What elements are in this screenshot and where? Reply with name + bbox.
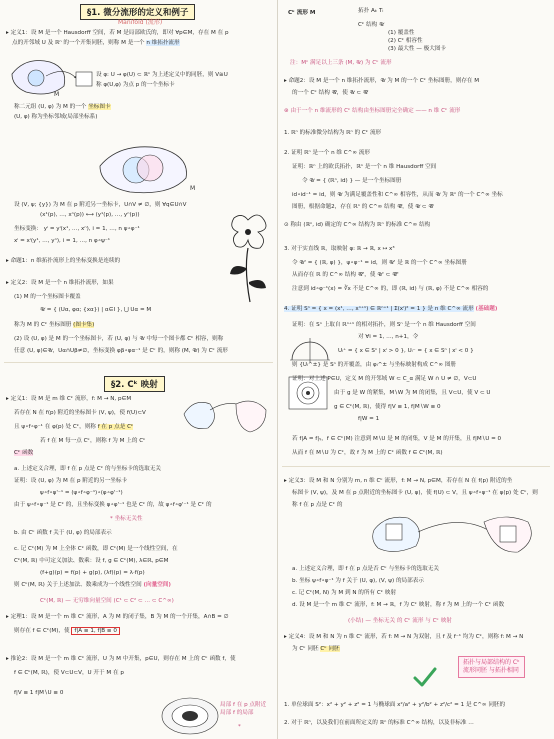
example4-i: 若 f|A = f|ᵧ，f ∈ Cᵏ(M) 注意到 M∖U 是 M 的闭集，V 是 M 的开集，且 f|M∖U = 0 [292, 436, 502, 442]
example4-j: 从而 f 在 M∖U 为 Cᵏ，故 f 为 M 上的 Cᵏ 函数 f ∈ Cᵏ(M, ℝ) [292, 450, 443, 456]
coord-line2: 称 φ(U,φ) 为点 p 的一个坐标卡 [96, 82, 175, 88]
example1: 1. ℝⁿ 的标准微分结构为 ℝⁿ 的 Cᵏ 流形 [284, 130, 382, 136]
note-c4: 则 Cᵏ(M, ℝ) 关于上述加法、数乘成为一个线性空间 (向量空间) [14, 582, 171, 588]
def3-line1: ▸ 定义3：设 M 和 N 分别为 m, n 维 Cᵏ 流形，f: M → N, p∈M，若存在 N 在 f(p) 附近的坐 [284, 478, 513, 484]
rnote-c: c. 记 Cᵏ(M, N) 为 M 到 N 的所有 Cᵏ 映射 [292, 590, 397, 596]
hemisphere-sketch [288, 334, 332, 364]
svg-text:M: M [54, 91, 60, 98]
def2-item1b: 称为 M 的 Cᵏ 坐标图册 (图卡集) [14, 322, 95, 328]
def4-tag: Cᵏ 同胚 [320, 646, 340, 652]
summary-header-f: (3) 最大性 — 极大图卡 [388, 46, 447, 52]
rnote-d: d. 设 M 是一个 m 维 Cᵏ 流形，f: M → ℝ，f 为 Cᵏ 映射，称 f 为 M 上的一个 Cᵏ 函数 [292, 602, 505, 608]
c-def1-line2: 若存在 N 在 f(p) 附近的坐标图卡 (V, ψ)，使 f(U)⊂V [14, 410, 146, 416]
example2-d: 图册，根据命题2，存在 ℝⁿ 的 C^∞ 结构 𝒰̃，使 𝒰 ⊂ 𝒰̃ [292, 204, 434, 210]
rnote-e: (小结) — 坐标无关 的 Cᵏ 流形 与 Cᵏ 映射 [348, 618, 452, 624]
rnote-b: b. 坐标 ψ∘f∘φ⁻¹ 为 f 关于 (U, φ), (V, ψ) 的局部表示 [292, 578, 424, 584]
check-icon [412, 666, 438, 688]
summary-header-d: (1) 覆盖性 [388, 30, 415, 36]
corollary2-line2: f ∈ Cᵏ(M, ℝ)，使 V⊂U⊂V，U 开于 M 在 p [14, 670, 124, 676]
def4-line2: 为 Cᵏ 同胚 Cᵏ 同胚 [292, 646, 340, 652]
pink-note-b: 流形同胚 与拓扑相同 [463, 667, 519, 674]
c-def1-line1: ▸ 定义1：设 M 是 m 维 Cᵏ 流形，f: M → N, p∈M [6, 396, 132, 402]
def3-line2: 标图卡 (V, ψ)，及 M 在 p 点附近的坐标图卡 (U, φ)，使 f(U) ⊂ V，且 ψ∘f∘φ⁻¹ 在 φ(p) 处 Cᵏ，则 [292, 490, 538, 496]
def1-line1: ▸ 定义1：设 M 是一个 Hausdorff 空间，若 M 是局部欧氏的，即对 ∀p∈M，存在 M 在 p [6, 30, 229, 36]
nested-sets-sketch [160, 696, 220, 736]
c-def1-tag: f 在 p 点是 Cᵏ [97, 424, 134, 430]
chart-diagram-sketch [6, 52, 96, 102]
coord-tag: 坐标图卡 [88, 104, 111, 110]
theorem1-line1: ▸ 定理1：设 M 是一个 m 维 Cᵏ 流形，A 为 M 的闭子集，B 为 M 的一个开集，A∩B = ∅ [6, 614, 229, 620]
right-column [278, 0, 554, 739]
corollary2-note: 局部 f 在 p 点附近 局部 f 的局部 [220, 702, 267, 716]
svg-text:M: M [190, 185, 196, 192]
c-def1-line4: 若 f 在 M 每一点 Cᵏ，则称 f 为 M 上的 Cᵏ [40, 438, 146, 444]
def2-line: ▸ 定义2：设 M 是一个 n 维拓扑流形，如果 [6, 280, 114, 286]
example3-a: 令 𝒰' = { (ℝ, φ) }，ψ∘φ⁻¹ = id，则 𝒰' 是 ℝ 的一个 C^∞ 坐标图册 [292, 260, 467, 266]
corollary2-line3: f|V ≡ 1 f|M∖U ≡ 0 [14, 690, 64, 696]
flower-drawing [224, 210, 272, 306]
prop2-note: ⊛ 由于一个 n 维流形的 Cᵏ 结构由坐标图册完全确定 —— n 维 Cᵏ 流形 [284, 108, 461, 114]
def1-line2: 点的开邻域 U 及 ℝⁿ 的一个开集同胚，则称 M 是一个 n 维拓扑流形 [12, 40, 180, 46]
example4-e: 证明：对上述 P∈U，定义 M 的开邻域 W ⊂ C_α 满足 W ∩ U ≠ ∅，V⊂U [292, 376, 477, 382]
trans-line3: 坐标变换： yⁱ = yⁱ(x¹, …, xⁿ), i = 1, …, n ψ∘φ⁻¹ [14, 226, 140, 232]
mapping-sketch [180, 394, 270, 438]
coord-line3: 称二元组 (U, φ) 为 M 的一个 坐标图卡 [14, 104, 111, 110]
example4-tag: (基础题) [475, 306, 498, 312]
note-a-formula: ψ∘f∘φ'⁻¹ = (ψ∘f∘φ⁻¹)∘(φ∘φ'⁻¹) [40, 490, 123, 496]
note-c4-tag: (向量空间) [143, 582, 171, 588]
def2-tag: (图卡集) [73, 322, 95, 328]
c-def1-line5: Cᵏ 函数 [14, 450, 34, 456]
note-a-proof: 证明：设 (U, φ) 为 M 在 p 附近的另一坐标卡 [14, 478, 128, 484]
note-b: b. 由 Cᵏ 函数 f 关于 (U, φ) 的局部表示 [14, 530, 112, 536]
corollary2-line1: ▸ 推论2：设 M 是一个 m 维 Cᵏ 流形，U 为 M 中开集，p∈U，则存在 M 上的 Cᵏ 函数 f，使 [6, 656, 236, 662]
def2-item2: (2) 设 (U, φ) 是 M 的一个坐标图卡，若 (U, φ) 与 𝒰 中每一个图卡都 Cᵏ 相容，则称 [14, 336, 224, 342]
summary-header-note: 注：Mⁿ 满足以上三条 (M, 𝒰) 为 Cᵏ 流形 [290, 60, 392, 66]
note-c5: Cᵏ(M, ℝ) — 无穷维向量空间 (C¹ ⊂ C² ⊂ … ⊂ C^∞) [40, 598, 174, 604]
example2-b: 令 𝒰 = { (ℝⁿ, id) } — 是一个坐标图册 [302, 178, 402, 184]
section1-title: §1. 微分流形的定义和例子 [80, 4, 195, 20]
example2-c: id∘id⁻¹ = id，则 𝒰 为满足覆盖性和 C^∞ 相容性，从而 𝒰 为 ℝⁿ 的一个 C^∞ 坐标 [292, 192, 503, 198]
note-c2: Cᵏ(M, ℝ) 中可定义加法、数乘：设 f, g ∈ Cᵏ(M), λ∈ℝ, p∈M [14, 558, 169, 564]
theorem1-box: f|A ≡ 1, f|B ≡ 0 [71, 627, 120, 635]
example4-f: 由于 g 是 W 的紧集，M∖W 为 M 的闭集，且 V⊂U，使 V ⊂ U [334, 390, 491, 396]
example4-a: 证明：在 Sⁿ 上取自 ℝⁿ⁺¹ 的相对拓扑，则 Sⁿ 是一个 n 维 Hausdorff 空间 [292, 322, 476, 328]
prop2-line2: 的一个 Cᵏ 结构 𝒰̃，使 𝒰 ⊂ 𝒰̃ [292, 90, 368, 96]
example3: 3. 对于实直线 ℝ，取映射 φ: ℝ → ℝ, x ↦ x³ [284, 246, 395, 252]
summary-header-e: (2) Cᵏ 相容性 [388, 38, 423, 44]
def2-item2b: 任意 (U, φ)∈𝒰，Uα∩Uβ≠∅，坐标变换 φβ∘φα⁻¹ 是 Cᵏ 的，则称 (M, 𝒰) 为 Cᵏ 流形 [14, 348, 228, 354]
def1-tag: n 维拓扑流形 [146, 40, 180, 46]
rnote-a: a. 上述定义合理，即 f 在 p 点是否 Cᵏ 与坐标卡的选取无关 [292, 566, 439, 572]
summary-header-b: 拓扑 Aₖ Tᵢ [358, 8, 384, 14]
summary-header-a: Cᵏ 流形 M [288, 10, 316, 16]
example2-e: ⊙ 称由 (ℝⁿ, id) 确定的 C^∞ 结构为 ℝⁿ 的标准 C^∞ 结构 [284, 222, 431, 228]
note-a-conclusion: 由于 ψ∘f∘φ⁻¹ 是 Cᵏ 的，且坐标变换 φ∘φ'⁻¹ 也是 Cᵏ 的，故 ψ∘f∘φ'⁻¹ 是 Cᵏ 的 [14, 502, 212, 508]
transition-sketch [90, 138, 210, 200]
coord-line4: (U, φ) 称为坐标邻域(局部坐标系) [14, 114, 98, 120]
example4-d: 则 {Uᵢ^±} 是 Sⁿ 的开覆盖，由 φᵢ^± 与坐标映射构成 C^∞ 图册 [292, 362, 457, 368]
coord-line1: 设 φ: U → φ(U) ⊂ ℝⁿ 为上述定义中的同胚，则 V≅U [96, 72, 228, 78]
example2: 2. 证明 ℝⁿ 是一个 n 维 C^∞ 流形 [284, 150, 370, 156]
trans-line4: xⁱ = xⁱ(y¹, …, yⁿ), i = 1, …, n φ∘ψ⁻¹ [14, 238, 111, 244]
manifold-map-sketch [368, 510, 548, 560]
pink-note-box [458, 656, 525, 678]
example4-b: 对 ∀i = 1, …, n+1，令 [358, 334, 419, 340]
def2-item1: (1) M 的一个坐标图卡覆盖 [14, 294, 81, 300]
example2-a: 证明：ℝⁿ 上的欧氏拓扑，ℝⁿ 是一个 n 维 Hausdorff 空间 [292, 164, 437, 170]
question1: 1. 单位球面 S²：x² + y² + z² = 1 与椭球面 x²/a² + y²/b² + z²/c² = 1 是 C^∞ 同胚的 [284, 702, 506, 708]
trans-line2: (x¹(p), …, xⁿ(p)) ⟷ (y¹(p), …, yⁿ(p)) [40, 212, 140, 218]
c-def1-line3: 且 ψ∘f∘φ⁻¹ 在 φ(p) 处 Cᵏ，则称 f 在 p 点是 Cᵏ [14, 424, 134, 430]
theorem1-line2: 则存在 f ∈ Cᵏ(M)，使 f|A ≡ 1, f|B ≡ 0 [14, 628, 120, 635]
note-c3: (f+g)(p) = f(p) + g(p), (λf)(p) = λ·f(p) [40, 570, 145, 576]
def3-line3: 称 f 在 p 点是 Cᵏ 的 [292, 502, 343, 508]
note-a-tag: * 坐标无关性 [110, 516, 143, 522]
trans-line1: 设 (V, ψ; {y}) 为 M 在 p 附近另一坐标卡，U∩V ≠ ∅，则 ∀q∈U∩V [14, 202, 187, 208]
section-divider [4, 362, 273, 363]
example4: 4. 证明 Sⁿ = { x = (x¹, …, xⁿ⁺¹) ∈ ℝⁿ⁺¹ | Σ(xⁱ)² = 1 } 是 n 维 C^∞ 流形 (基础题) [284, 306, 498, 312]
example3-b: 从而存在 ℝ 的 C^∞ 结构 𝒰̃'，使 𝒰' ⊂ 𝒰̃' [292, 272, 399, 278]
summary-header-c: Cᵏ 结构 𝒰 [358, 22, 385, 28]
example3-c: 注意到 id∘φ⁻¹(x) = ∛x 不是 C^∞ 的，即 (ℝ, id) 与 (ℝ, φ) 不是 C^∞ 相容的 [292, 286, 489, 292]
note-c: c. 记 Cᵏ(M) 为 M 上全体 Cᵏ 函数，即 Cᵏ(M) 是一个线性空间，在 [14, 546, 178, 552]
corollary2-star: * [238, 724, 241, 730]
section1-subtitle: Manifold (流形) [118, 19, 163, 26]
question2: 2. 对于 ℝⁿ，以及我们在前面所定义的 ℝⁿ 的标准 C^∞ 结构，以及非标准 … [284, 720, 474, 726]
section2-title: §2. Cᵏ 映射 [104, 376, 165, 392]
note-a: a. 上述定义合理，即 f 在 p 点是 Cᵏ 的与坐标卡的选取无关 [14, 466, 161, 472]
def2-formula: 𝒰 = { (Uα, φα; {xα}) | α∈I }, ⋃ Uα = M [40, 307, 152, 313]
example4-c: Uᵢ⁺ = { x ∈ Sⁿ | xⁱ > 0 }, Uᵢ⁻ = { x ∈ Sⁿ | xⁱ < 0 } [338, 348, 474, 354]
example4-g: g ∈ Cᵏ(M, ℝ)，使得 f|V ≡ 1, f|M∖W ≡ 0 [334, 404, 441, 410]
example4-h: f|W = 1 [358, 416, 380, 422]
right-divider [282, 466, 550, 467]
def4-line1: ▸ 定义4：设 M 和 N 为 n 维 Cᵏ 流形，若 f: M → N 为双射，且 f 及 f⁻¹ 均为 Cᵏ，则称 f: M → N [284, 634, 524, 640]
prop1-line: ▸ 命题1：n 维拓扑流形上的坐标变换是连续的 [6, 258, 121, 264]
prop2-line1: ▸ 命题2：设 M 是一个 n 维拓扑流形，𝒰 为 M 的一个 Cᵏ 坐标图册，则存在 M [284, 78, 480, 84]
pink-note-a: 拓扑与局部结构的 Cᵏ [463, 659, 520, 666]
